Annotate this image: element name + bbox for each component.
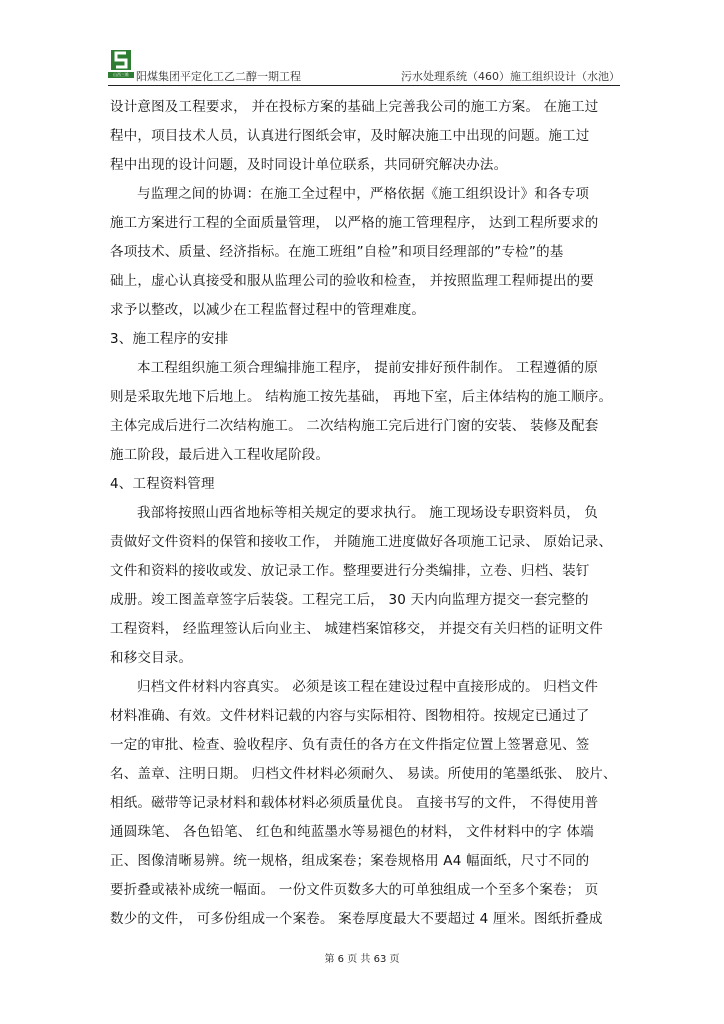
text-line: 3、施工程序的安排 bbox=[110, 331, 229, 347]
text-line: 程中，项目技术人员，认真进行图纸会审，及时解决施工中出现的问题。施工过 bbox=[110, 128, 590, 144]
logo-caption: 山西三维 bbox=[108, 72, 134, 78]
text-line: 我部将按照山西省地标等相关规定的要求执行。 施工现场设专职资料员， 负 bbox=[137, 505, 599, 521]
text-line: 工程资料， 经监理签认后向业主、 城建档案馆移交， 并提交有关归档的证明文件 bbox=[110, 621, 603, 637]
text-line: 设计意图及工程要求， 并在投标方案的基础上完善我公司的施工方案。 在施工过 bbox=[110, 99, 599, 115]
text-line: 则是采取先地下后地上。 结构施工按先基础， 再地下室，后主体结构的施工顺序。 bbox=[110, 389, 613, 405]
text-line: 成册。竣工图盖章签字后装袋。工程完工后， 30 天内向监理方提交一套完整的 bbox=[110, 592, 589, 608]
document-body bbox=[110, 93, 620, 934]
text-line: 与监理之间的协调：在施工全过程中，严格依据《施工组织设计》和各专项 bbox=[137, 186, 590, 202]
text-line: 4、工程资料管理 bbox=[110, 476, 215, 492]
text-line: 本工程组织施工须合理编排施工程序， 提前安排好预件制作。 工程遵循的原 bbox=[137, 360, 599, 376]
text-line: 数少的文件， 可多份组成一个案卷。 案卷厚度最大不要超过 4 厘米。图纸折叠成 bbox=[110, 911, 603, 927]
text-line: 责做好文件资料的保管和接收工作， 并随施工进度做好各项施工记录、 原始记录、 bbox=[110, 534, 613, 550]
page-header bbox=[108, 50, 620, 84]
text-line: 施工方案进行工程的全面质量管理， 以严格的施工管理程序， 达到工程所要求的 bbox=[110, 215, 599, 231]
text-line: 求予以整改，以减少在工程监督过程中的管理难度。 bbox=[110, 302, 426, 318]
text-line: 各项技术、质量、经济指标。在施工班组”自检”和项目经理部的”专检”的基 bbox=[110, 244, 564, 260]
text-line: 归档文件材料内容真实。 必须是该工程在建设过程中直接形成的。 归档文件 bbox=[137, 679, 599, 695]
header-document-title: 污水处理系统（460）施工组织设计（水池） bbox=[401, 70, 620, 83]
header-project-title: 阳煤集团平定化工乙二醇一期工程 bbox=[136, 70, 301, 83]
header-rule bbox=[108, 85, 620, 86]
text-line: 通圆珠笔、 各色铅笔、 红色和纯蓝墨水等易褪色的材料， 文件材料中的字 体端 bbox=[110, 824, 594, 840]
text-line: 主体完成后进行二次结构施工。 二次结构施工完后进行门窗的安装、 装修及配套 bbox=[110, 418, 599, 434]
text-line: 程中出现的设计问题，及时同设计单位联系，共同研究解决办法。 bbox=[110, 157, 508, 173]
company-logo bbox=[108, 50, 134, 80]
text-line: 正、图像清晰易辨。统一规格，组成案卷；案卷规格用 A4 幅面纸，尺寸不同的 bbox=[110, 853, 590, 869]
text-line: 和移交目录。 bbox=[110, 650, 193, 666]
text-line: 文件和资料的接收或发、放记录工作。整理要进行分类编排，立卷、归档、装钉 bbox=[110, 563, 590, 579]
text-line: 相纸。磁带等记录材料和载体材料必须质量优良。 直接书写的文件， 不得使用普 bbox=[110, 795, 599, 811]
text-line: 施工阶段，最后进入工程收尾阶段。 bbox=[110, 447, 330, 463]
text-line: 要折叠或裱补成统一幅面。 一份文件页数多大的可单独组成一个至多个案卷； 页 bbox=[110, 882, 599, 898]
page-footer: 第 6 页 共 63 页 bbox=[324, 954, 400, 965]
text-line: 一定的审批、检查、验收程序、负有责任的各方在文件指定位置上签署意见、签 bbox=[110, 737, 590, 753]
text-line: 名、盖章、注明日期。 归档文件材料必须耐久、 易读。所使用的笔墨纸张、 胶片、 bbox=[110, 766, 617, 782]
text-line: 础上，虚心认真接受和服从监理公司的验收和检查， 并按照监理工程师提出的要 bbox=[110, 273, 594, 289]
logo-mark-icon bbox=[111, 50, 131, 70]
text-line: 材料准确、有效。文件材料记载的内容与实际相符、图物相符。按规定已通过了 bbox=[110, 708, 590, 724]
